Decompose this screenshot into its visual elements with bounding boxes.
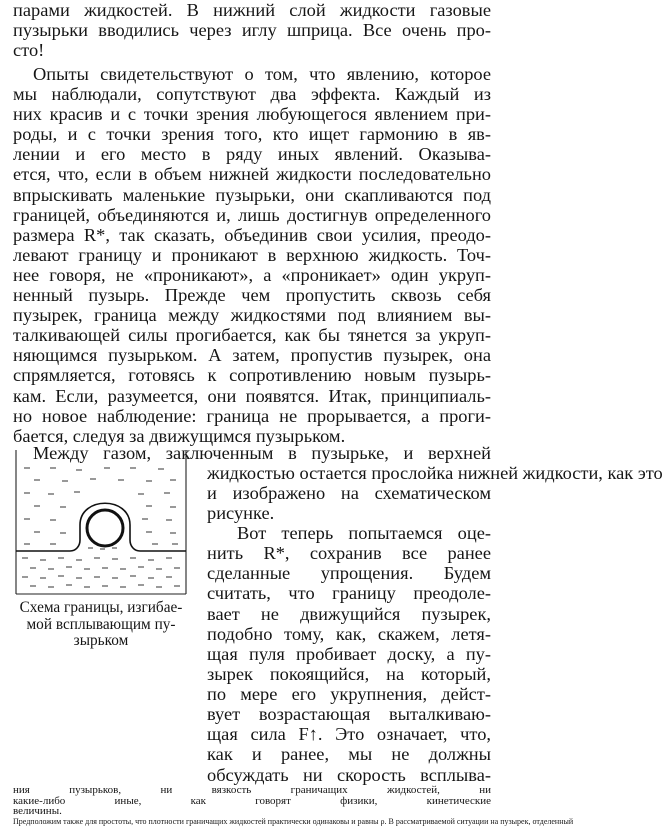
text-line: как и ранее, мы не должны [207, 744, 491, 765]
text-line: по мере его укрупнения, дейст- [207, 683, 491, 704]
paragraph-three-end [13, 765, 491, 785]
text-line: роды, и с точки зрения того, кто ищет гармонию в яв- [13, 124, 491, 145]
text-line: ненный пузырь. Прежде чем пропустить сквозь себя [13, 285, 491, 306]
text-line: них красив и с точки зрения любующегося явлением при- [13, 104, 491, 125]
text-line: сделанные упрощения. Будем [207, 563, 491, 584]
text-line: бается, следуя за движущимся пузырьком. [13, 425, 346, 446]
text-line: пузырьки вводились через иглу шприца. Все очень про- [13, 20, 491, 41]
paragraph-two-effects [13, 64, 491, 446]
text-line: вует возрастающая выталкиваю- [207, 704, 491, 725]
text-line: обсуждать ни скорость всплыва- [207, 765, 491, 785]
text-line: ния пузырьков, ни вязкость граничащих жидкостей, ни [13, 784, 491, 796]
text-line: Предположим также для простоты, что плотности граничащих жидкостей практически одинаковы и равны ρ. В рассматриваемой ситуации на пузырек, отделенный [13, 816, 574, 826]
text-line: пузырек, граница между жидкостями под влиянием вы- [13, 305, 491, 326]
text-line: мы наблюдали, сопутствуют два эффекта. Каждый из [13, 84, 491, 105]
bottom-overflow [13, 784, 574, 827]
text-line: щая сила F↑. Это означает, что, [207, 724, 491, 745]
text-line: какие-либо иные, как говорят физики, кинетические [13, 794, 491, 807]
text-line: вает не движущийся пузырек, [207, 603, 491, 624]
figure-caption [13, 600, 189, 650]
text-line: впрыскивать маленькие пузырьки, они скапливаются под [13, 184, 491, 205]
text-line: нее говоря, не «проникают», а «проникает» один укруп- [13, 264, 491, 285]
text-line: нить R*, сохранив все ранее [207, 543, 491, 564]
text-line: и изображено на схематическом [207, 483, 491, 503]
text-line: Между газом, заключенным в пузырьке, и верхней [33, 443, 491, 463]
caption-line: Схема границы, изгибае- [19, 599, 183, 616]
text-line: щая пуля пробивает доску, а пу- [207, 643, 491, 664]
text-line: парами жидкостей. В нижний слой жидкости газовые [13, 0, 491, 20]
text-line: величины. [13, 805, 62, 817]
text-line: Опыты свидетельствуют о том, что явлению, которое [33, 64, 491, 84]
caption-line: зырьком [73, 632, 129, 649]
gas-bubble [87, 510, 123, 546]
text-line: границей, объединяются и, лишь достигнув определенного [13, 204, 491, 225]
text-line: зырек покоящийся, на который, [207, 663, 491, 684]
intro-paragraph-end [13, 0, 491, 60]
text-line: сто! [13, 40, 45, 61]
side-column-text [207, 483, 491, 764]
text-line: кам. Если, разумеется, они появятся. Итак, принципиаль- [13, 385, 491, 406]
boundary-bubble-figure [10, 448, 191, 596]
text-line: левают границу и проникают в верхнюю жидкость. Точ- [13, 244, 491, 265]
text-line: подобно тому, как, скажем, летя- [207, 623, 491, 644]
text-line: ется, что, если в объем нижней жидкости последовательно [13, 164, 491, 185]
caption-line: мой всплывающим пу- [26, 615, 176, 633]
text-line: рисунке. [207, 503, 275, 524]
text-line: Вот теперь попытаемся оце- [237, 523, 491, 544]
text-line: считать, что границу преодоле- [207, 583, 491, 604]
text-line: спрямляется, готовясь к сопротивлению новым пузырь- [13, 365, 491, 386]
text-line: няющимся пузырьком. А затем, пропустив пузырек, она [13, 345, 491, 366]
text-line: жидкостью остается прослойка нижней жидкости, как это [207, 463, 663, 483]
text-line: талкивающей силы прогибается, как бы тянется за укруп- [13, 325, 491, 346]
text-line: лении и его место в ряду иных явлений. Оказыва- [13, 144, 491, 165]
text-line: размера R*, так сказать, объединив свои усилия, преодо- [13, 224, 491, 245]
text-line: но новое наблюдение: граница не прорывается, а проги- [13, 405, 491, 426]
